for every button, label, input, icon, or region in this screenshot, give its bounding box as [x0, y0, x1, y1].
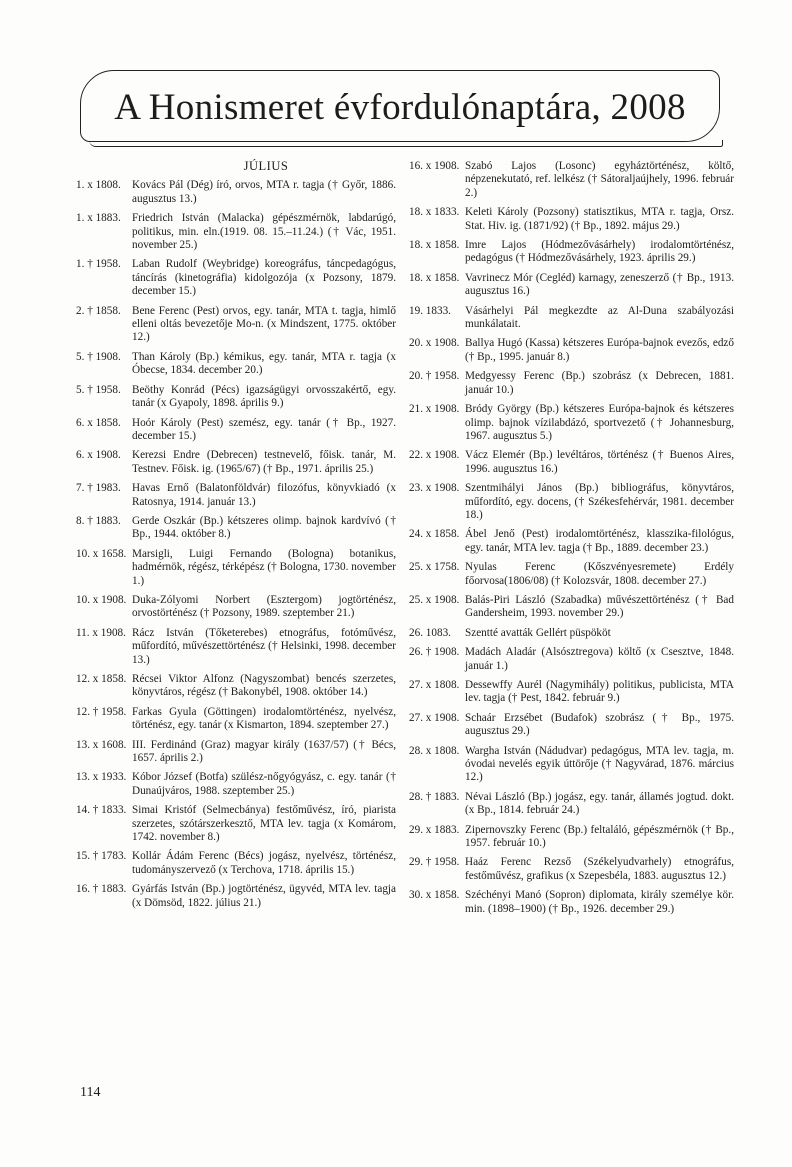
entry-text: Vásárhelyi Pál megkezdte az Al-Duna szabályozási munkálatait.: [465, 304, 734, 331]
entry-date: 15. † 1783.: [76, 850, 127, 863]
anniversary-entry: [76, 548, 396, 588]
entry-text: Balás-Piri László (Szabadka) művészettörténész († Bad Gandersheim, 1993. november 29.): [465, 593, 734, 620]
entry-date: 20. † 1958.: [409, 370, 460, 383]
anniversary-entry: [409, 594, 734, 621]
entry-text: Madách Aladár (Alsósztregova) költő (x Csesztve, 1848. január 1.): [465, 646, 734, 672]
entry-text: Rácz István (Tőketerebes) etnográfus, fotóművész, műfordító, művészettörténész († Helsinki, 1998. december 13.): [132, 626, 396, 666]
anniversary-entry: [76, 771, 396, 798]
entry-text: Farkas Gyula (Göttingen) irodalomtörténész, nyelvész, történész, egy. tanár (x Kismarton, 1894. szeptember 27.): [132, 705, 396, 732]
anniversary-entry: [409, 160, 734, 200]
entry-date: 12. x 1858.: [76, 673, 127, 685]
anniversary-entry: [76, 305, 396, 345]
entry-text: Kovács Pál (Dég) író, orvos, MTA r. tagja († Győr, 1886. augusztus 13.): [132, 179, 396, 205]
anniversary-entry: [409, 403, 734, 443]
entry-date: 26. † 1908.: [409, 646, 460, 659]
month-heading: JÚLIUS: [243, 159, 289, 173]
anniversary-entry: [409, 482, 734, 522]
right-column: [409, 160, 734, 922]
anniversary-entry: [409, 370, 734, 397]
entry-date: 20. x 1908.: [409, 337, 460, 350]
anniversary-entry: [76, 351, 396, 378]
entry-text: Ballya Hugó (Kassa) kétszeres Európa-bajnok evezős, edző († Bp., 1995. január 8.): [465, 337, 734, 363]
anniversary-entry: [76, 258, 396, 298]
anniversary-entry: [76, 706, 396, 733]
entry-date: 27. x 1908.: [409, 711, 460, 724]
entry-text: Laban Rudolf (Weybridge) koreográfus, táncpedagógus, táncírás (kinetográfia) kidolgozója (x Pozsony, 1879. december 15.): [132, 258, 396, 298]
anniversary-entry: [76, 804, 396, 844]
entry-text: Szabó Lajos (Losonc) egyháztörténész, költő, népzenekutató, ref. lelkész († Sátoraljaújhely, 1996. február 2.): [465, 160, 734, 199]
entry-date: 29. † 1958.: [409, 856, 460, 869]
anniversary-entry: [409, 627, 734, 640]
entry-text: Imre Lajos (Hódmezővásárhely) irodalomtörténész, pedagógus († Hódmezővásárhely, 1923. április 29.): [465, 239, 734, 265]
entry-text: III. Ferdinánd (Graz) magyar király (1637/57) († Bécs, 1657. április 2.): [132, 738, 396, 765]
entry-text: Haáz Ferenc Rezső (Székelyudvarhely) etnográfus, festőművész, grafikus (x Szepesbéla, 1883. augusztus 12.): [465, 856, 734, 882]
entry-date: 19. 1833.: [409, 304, 451, 317]
entry-date: 21. x 1908.: [409, 403, 460, 416]
entry-text: Simai Kristóf (Selmecbánya) festőművész, író, piarista szerzetes, szótárszerkesztő, MTA lev. tagja (x Komárom, 1742. november 8.): [132, 804, 396, 844]
entry-date: 1. x 1808.: [76, 179, 121, 192]
entry-text: Bene Ferenc (Pest) orvos, egy. tanár, MTA t. tagja, himlő elleni oltás bevezetője Mo-n. (x Mindszent, 1775. október 12.): [132, 304, 396, 344]
entry-date: 7. † 1983.: [76, 482, 121, 495]
entry-text: Kollár Ádám Ferenc (Bécs) jogász, nyelvész, történész, tudományszervező (x Terchova, 1718. április 15.): [132, 850, 396, 876]
entry-date: 2. † 1858.: [76, 304, 121, 317]
entry-date: 13. x 1933.: [76, 771, 127, 784]
entry-text: Hoór Károly (Pest) szemész, egy. tanár († Bp., 1927. december 15.): [132, 416, 396, 442]
entry-text: Széchényi Manó (Sopron) diplomata, király személye kör. min. (1898–1900) († Bp., 1926. december 29.): [465, 889, 734, 915]
anniversary-entry: [409, 272, 734, 299]
entry-date: 25. x 1758.: [409, 561, 460, 574]
title-banner: [80, 70, 720, 142]
entry-text: Bródy György (Bp.) kétszeres Európa-bajnok és kétszeres olimp. bajnok vízilabdázó, sportvezető († Johannesburg, 1967. augusztus 5.): [465, 403, 734, 442]
anniversary-entry: [76, 417, 396, 444]
entry-date: 23. x 1908.: [409, 482, 460, 495]
anniversary-entry: [76, 179, 396, 206]
entry-text: Vácz Elemér (Bp.) levéltáros, történész († Buenos Aires, 1996. augusztus 16.): [465, 449, 734, 475]
entry-date: 29. x 1883.: [409, 823, 460, 836]
anniversary-entry: [409, 561, 734, 588]
entry-text: Havas Ernő (Balatonföldvár) filozófus, könyvkiadó (x Ratosnya, 1914. január 13.): [132, 482, 396, 508]
entry-date: 26. 1083.: [409, 626, 451, 639]
entry-text: Friedrich István (Malacka) gépészmérnök, labdarúgó, politikus, min. eln.(1919. 08. 15.–11.24.) († Vác, 1951. november 25.): [132, 212, 396, 252]
entry-text: Dessewffy Aurél (Nagymihály) politikus, publicista, MTA lev. tagja († Pest, 1842. február 9.): [465, 679, 734, 705]
entry-text: Szentmihályi János (Bp.) bibliográfus, könyvtáros, műfordító, egy. docens, († Székesfehérvár, 1981. december 18.): [465, 482, 734, 521]
entry-date: 30. x 1858.: [409, 889, 460, 902]
anniversary-entry: [409, 712, 734, 739]
anniversary-entry: [409, 824, 734, 851]
anniversary-entry: [76, 594, 396, 621]
entry-text: Keleti Károly (Pozsony) statisztikus, MTA r. tagja, Orsz. Stat. Hiv. ig. (1871/92) († Bp., 1892. május 29.): [465, 206, 734, 232]
entry-text: Kerezsi Endre (Debrecen) testnevelő, főisk. tanár, M. Testnev. Főisk. ig. (1965/67) († Bp., 1971. április 25.): [132, 449, 396, 475]
anniversary-entry: [76, 482, 396, 509]
entry-text: Nyulas Ferenc (Kőszvényesremete) Erdély főorvosa(1806/08) († Kolozsvár, 1808. december 27.): [465, 561, 734, 587]
entry-date: 6. x 1908.: [76, 449, 121, 462]
anniversary-entry: [409, 449, 734, 476]
entry-text: Ábel Jenő (Pest) irodalomtörténész, klasszika-filológus, egy. tanár, MTA lev. tagja († Bp., 1889. december 23.): [465, 528, 734, 554]
anniversary-entry: [76, 673, 396, 700]
entry-date: 18. x 1858.: [409, 239, 460, 252]
anniversary-entry: [409, 206, 734, 233]
anniversary-entry: [409, 889, 734, 916]
entry-text: Zipernovszky Ferenc (Bp.) feltaláló, gépészmérnök († Bp., 1957. február 10.): [465, 823, 734, 850]
entry-text: Marsigli, Luigi Fernando (Bologna) botanikus, hadmérnök, régész, térképész († Bologna, 1730. november 1.): [132, 547, 396, 587]
anniversary-entry: [76, 850, 396, 877]
anniversary-entry: [76, 883, 396, 910]
anniversary-entry: [409, 528, 734, 555]
entry-date: 10. x 1658.: [76, 547, 127, 560]
page-title: A Honismeret évfordulónaptára, 2008: [114, 87, 686, 128]
left-column: [76, 160, 396, 916]
entry-date: 27. x 1808.: [409, 679, 460, 691]
entry-date: 25. x 1908.: [409, 593, 460, 606]
anniversary-entry: [76, 515, 396, 542]
entry-date: 12. † 1958.: [76, 705, 127, 718]
entry-text: Wargha István (Nádudvar) pedagógus, MTA lev. tagja, m. óvodai nevelés egyik úttörője († Nagyvárad, 1876. március 12.): [465, 744, 734, 784]
entry-date: 5. † 1958.: [76, 383, 121, 396]
anniversary-entry: [409, 239, 734, 266]
entry-text: Duka-Zólyomi Norbert (Esztergom) jogtörténész, orvostörténész († Pozsony, 1989. szeptember 21.): [132, 593, 396, 620]
entry-text: Gyárfás István (Bp.) jogtörténész, ügyvéd, MTA lev. tagja (x Dömsöd, 1822. július 21.): [132, 883, 396, 909]
entry-date: 18. x 1858.: [409, 271, 460, 284]
entry-text: Medgyessy Ferenc (Bp.) szobrász (x Debrecen, 1881. január 10.): [465, 370, 734, 396]
entry-date: 14. † 1833.: [76, 804, 127, 817]
anniversary-entry: [409, 646, 734, 673]
entry-text: Récsei Viktor Alfonz (Nagyszombat) bencés szerzetes, könyvtáros, régész († Bakonybél, 1908. október 14.): [132, 673, 396, 699]
entry-date: 6. x 1858.: [76, 416, 121, 429]
anniversary-entry: [76, 449, 396, 476]
entry-text: Gerde Oszkár (Bp.) kétszeres olimp. bajnok kardvívó († Bp., 1944. október 8.): [132, 514, 396, 541]
entry-date: 28. † 1883.: [409, 790, 460, 803]
entry-date: 5. † 1908.: [76, 350, 121, 363]
entry-date: 16. † 1883.: [76, 883, 127, 896]
entry-date: 13. x 1608.: [76, 738, 127, 751]
anniversary-entry: [409, 791, 734, 818]
entry-date: 1. † 1958.: [76, 258, 121, 271]
anniversary-entry: [76, 739, 396, 766]
entry-text: Kóbor József (Botfa) szülész-nőgyógyász, c. egy. tanár († Dunaújváros, 1988. szeptember 25.): [132, 771, 396, 797]
anniversary-entry: [409, 337, 734, 364]
anniversary-entry: [409, 305, 734, 332]
anniversary-entry: [76, 384, 396, 411]
left-entry-list: [76, 179, 396, 910]
entry-date: 8. † 1883.: [76, 514, 121, 527]
anniversary-entry: [409, 745, 734, 785]
entry-date: 1. x 1883.: [76, 212, 121, 225]
entry-text: Beöthy Konrád (Pécs) igazságügyi orvosszakértő, egy. tanár (x Gyapoly, 1898. április 9.): [132, 383, 396, 410]
entry-date: 10. x 1908.: [76, 593, 127, 606]
anniversary-entry: [409, 679, 734, 706]
entry-text: Szentté avatták Gellért püspököt: [465, 626, 611, 639]
entry-date: 24. x 1858.: [409, 528, 460, 541]
entry-date: 22. x 1908.: [409, 449, 460, 462]
anniversary-entry: [409, 856, 734, 883]
entry-date: 18. x 1833.: [409, 206, 460, 219]
page-number: 114: [80, 1085, 101, 1100]
entry-text: Névai László (Bp.) jogász, egy. tanár, államés jogtud. dokt. (x Bp., 1814. február 24.): [465, 790, 734, 817]
entry-text: Than Károly (Bp.) kémikus, egy. tanár, MTA r. tagja (x Óbecse, 1834. december 20.): [132, 350, 396, 377]
entry-text: Schaár Erzsébet (Budafok) szobrász († Bp., 1975. augusztus 29.): [465, 711, 734, 738]
entry-text: Vavrinecz Mór (Cegléd) karnagy, zeneszerző († Bp., 1913. augusztus 16.): [465, 271, 734, 298]
entry-date: 28. x 1808.: [409, 744, 460, 757]
anniversary-entry: [76, 627, 396, 667]
entry-date: 11. x 1908.: [76, 626, 126, 639]
anniversary-entry: [76, 212, 396, 252]
right-entry-list: [409, 160, 734, 916]
entry-date: 16. x 1908.: [409, 160, 460, 172]
